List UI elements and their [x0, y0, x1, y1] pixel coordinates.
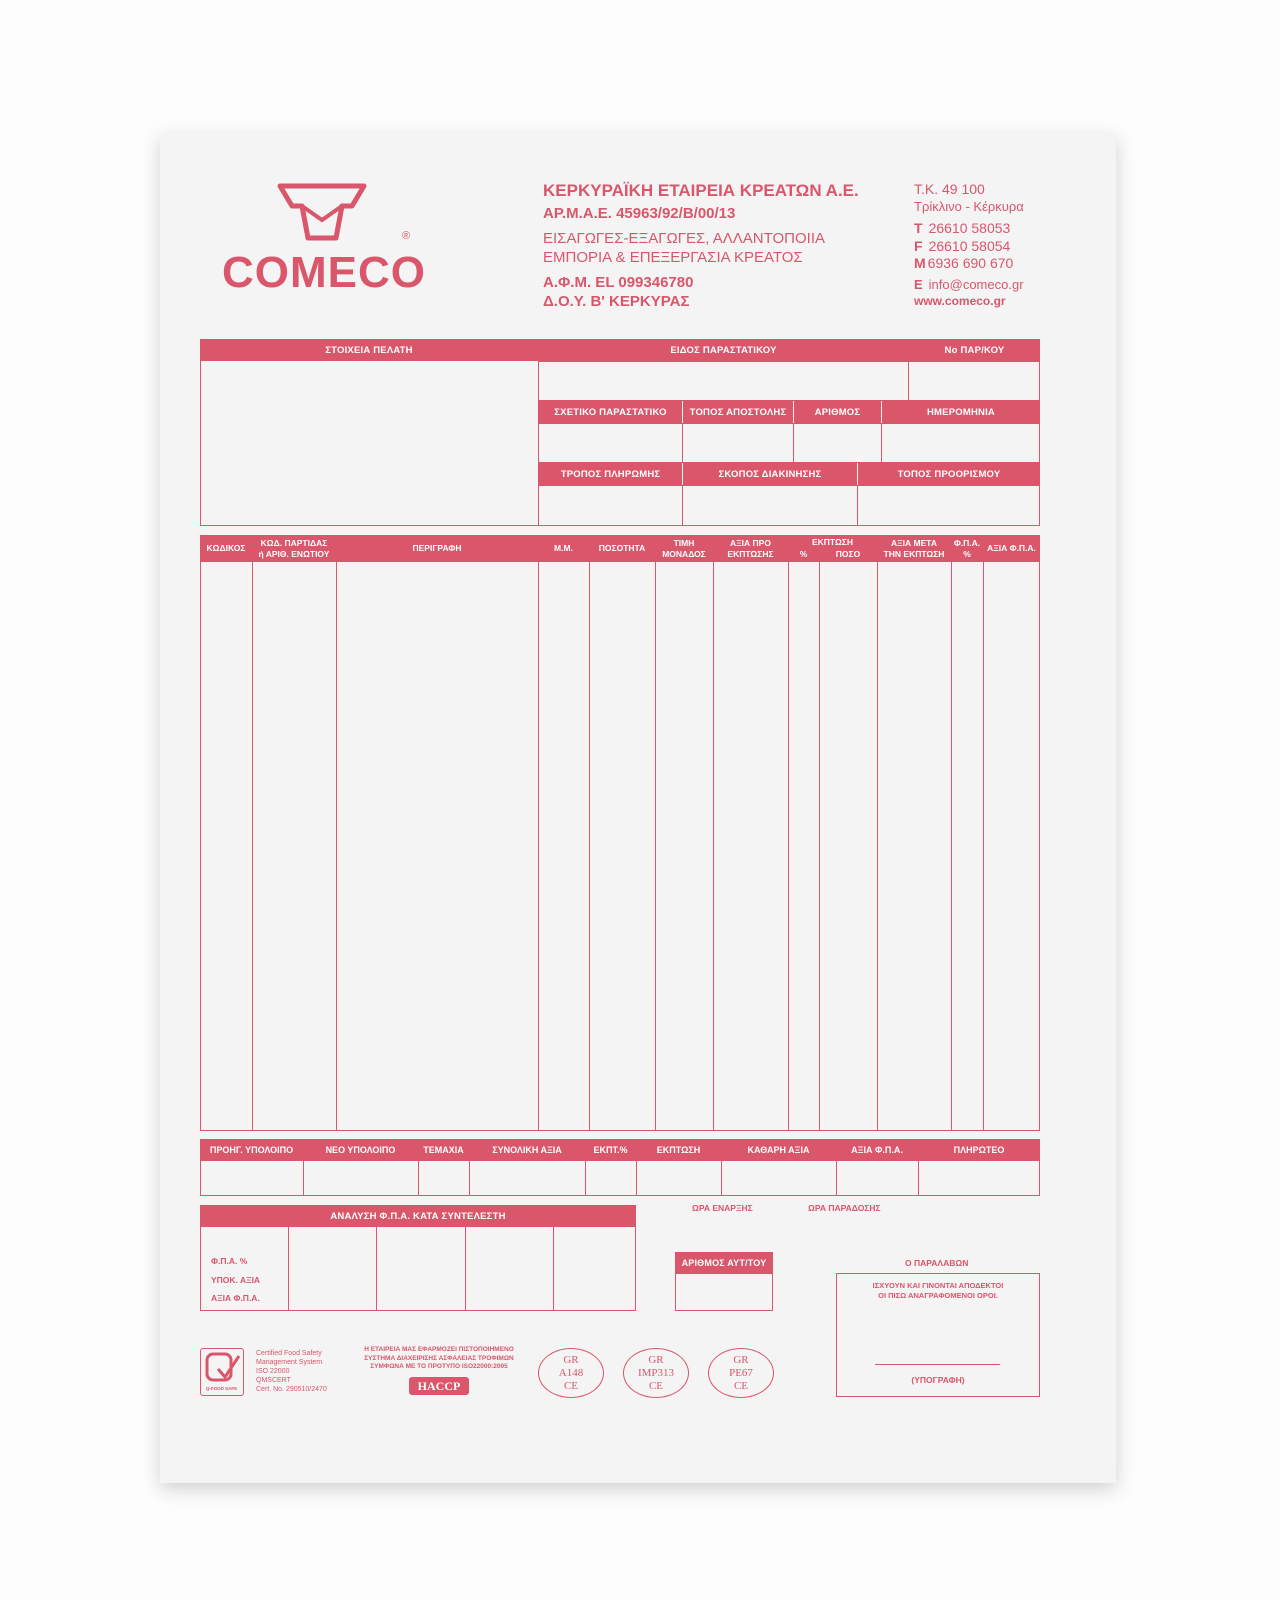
cert-text: Certified Food Safety Management System ISO 22000 QMSCERT Cert. No. 290510/2470: [256, 1350, 327, 1393]
vehicle-number-field[interactable]: [675, 1252, 773, 1311]
col-value-after-discount: ΑΞΙΑ ΜΕΤΑ ΤΗΝ ΕΚΠΤΩΣΗ: [883, 537, 945, 559]
bull-head-icon: [276, 182, 368, 244]
disc-pct-header: ΕΚΠΤ.%: [593, 1144, 628, 1155]
contact-email: E info@comeco.gr: [914, 277, 1024, 292]
company-activity-2: ΕΜΠΟΡΙΑ & ΕΠΕΞΕΡΓΑΣΙΑ ΚΡΕΑΤΟΣ: [543, 249, 803, 266]
receiver-title: Ο ΠΑΡΑΛΑΒΩΝ: [905, 1258, 969, 1268]
purpose-header: ΣΚΟΠΟΣ ΔΙΑΚΙΝΗΣΗΣ: [683, 463, 857, 485]
col-code: ΚΩΔΙΚΟΣ: [206, 543, 246, 553]
net-value-header: ΚΑΘΑΡΗ ΑΞΙΑ: [747, 1144, 810, 1155]
vehicle-number-header: ΑΡΙΘΜΟΣ ΑΥΤ/ΤΟΥ: [676, 1252, 772, 1274]
contact-web: www.comeco.gr: [914, 294, 1006, 308]
q-check-icon: [202, 1351, 242, 1385]
company-tax-office: Δ.Ο.Υ. Β' ΚΕΡΚΥΡΑΣ: [543, 293, 690, 310]
date-field[interactable]: [881, 423, 1040, 463]
signature-line[interactable]: [875, 1364, 1000, 1365]
vat-analysis-title: ΑΝΑΛΥΣΗ Φ.Π.Α. ΚΑΤΑ ΣΥΝΤΕΛΕΣΤΗ: [200, 1205, 636, 1227]
col-batch: ΚΩΔ. ΠΑΡΤΙΔΑΣ ή ΑΡΙΘ. ΕΝΩΤΙΟΥ: [258, 537, 330, 559]
registered-mark: ®: [402, 230, 411, 242]
pieces-header: ΤΕΜΑΧΙΑ: [423, 1144, 464, 1155]
signature-label: (ΥΠΟΓΡΑΦΗ): [911, 1375, 965, 1385]
vat-subtotal-row-label: ΥΠΟΚ. ΑΞΙΑ: [211, 1275, 261, 1285]
company-reg: ΑΡ.Μ.Α.Ε. 45963/92/Β/00/13: [543, 205, 736, 222]
number-field[interactable]: [793, 423, 882, 463]
logo-wordmark: COMECO: [222, 248, 426, 297]
related-doc-header: ΣΧΕΤΙΚΟ ΠΑΡΑΣΤΑΤΙΚΟ: [539, 401, 682, 423]
payment-field[interactable]: [538, 485, 683, 526]
discount-header: ΕΚΠΤΩΣΗ: [656, 1144, 701, 1155]
total-value-header: ΣΥΝΟΛΙΚΗ ΑΞΙΑ: [492, 1144, 562, 1155]
destination-field[interactable]: [857, 485, 1040, 526]
col-vat-value: ΑΞΙΑ Φ.Π.Α.: [987, 543, 1036, 553]
date-header: ΗΜΕΡΟΜΗΝΙΑ: [882, 401, 1040, 423]
haccp-badge: HACCP: [409, 1377, 469, 1395]
destination-header: ΤΟΠΟΣ ΠΡΟΟΡΙΣΜΟΥ: [858, 463, 1040, 485]
contact-mobile: M 6936 690 670: [914, 255, 1014, 271]
col-quantity: ΠΟΣΟΤΗΤΑ: [598, 543, 646, 553]
items-table: [200, 535, 1040, 1131]
start-time-label: ΩΡΑ ΕΝΑΡΞΗΣ: [692, 1203, 753, 1213]
company-activity-1: ΕΙΣΑΓΩΓΕΣ-ΕΞΑΓΩΓΕΣ, ΑΛΛΑΝΤΟΠΟΙΙΑ: [543, 230, 826, 247]
col-unit: Μ.Μ.: [554, 543, 573, 553]
dispatch-place-field[interactable]: [682, 423, 794, 463]
payment-header: ΤΡΟΠΟΣ ΠΛΗΡΩΜΗΣ: [539, 463, 682, 485]
doc-type-header: ΕΙΔΟΣ ΠΑΡΑΣΤΑΤΙΚΟΥ: [539, 339, 908, 361]
prev-balance-header: ΠΡΟΗΓ. ΥΠΟΛΟΙΠΟ: [209, 1144, 294, 1155]
seal-gr-imp313: GR IMP313 CE: [623, 1348, 689, 1398]
col-description: ΠΕΡΙΓΡΑΦΗ: [412, 543, 462, 553]
related-doc-field[interactable]: [538, 423, 683, 463]
q-food-safe-badge: Q-FOOD SAFE: [200, 1348, 244, 1396]
customer-header: ΣΤΟΙΧΕΙΑ ΠΕΛΑΤΗ: [200, 339, 538, 361]
seal-gr-a148: GR A148 CE: [538, 1348, 604, 1398]
col-discount: ΕΚΠΤΩΣΗ: [811, 536, 854, 547]
receiver-terms: ΙΣΧΥΟΥΝ ΚΑΙ ΓΙΝΟΝΤΑΙ ΑΠΟΔΕΚΤΟΙ ΟΙ ΠΙΣΩ ΑΝΑΓΡΑΦΟΜΕΝΟΙ ΟΡΟΙ.: [872, 1281, 1004, 1300]
delivery-time-label: ΩΡΑ ΠΑΡΑΔΟΣΗΣ: [808, 1203, 881, 1213]
col-value-before-discount: ΑΞΙΑ ΠΡΟ ΕΚΠΤΩΣΗΣ: [727, 537, 774, 559]
comeco-logo: [218, 178, 433, 298]
vat-pct-row-label: Φ.Π.Α. %: [211, 1256, 248, 1266]
dispatch-place-header: ΤΟΠΟΣ ΑΠΟΣΤΟΛΗΣ: [683, 401, 793, 423]
col-unit-price: ΤΙΜΗ ΜΟΝΑΔΟΣ: [662, 537, 706, 559]
col-discount-pct: %: [799, 548, 808, 559]
number-header: ΑΡΙΘΜΟΣ: [794, 401, 881, 423]
doc-number-field[interactable]: [908, 361, 1040, 401]
vat-value-header: ΑΞΙΑ Φ.Π.Α.: [851, 1144, 903, 1155]
purpose-field[interactable]: [682, 485, 858, 526]
col-discount-amount: ΠΟΣΟ: [835, 548, 861, 559]
company-vat: Α.Φ.Μ. EL 099346780: [543, 274, 694, 291]
payable-header: ΠΛΗΡΩΤΕΟ: [953, 1144, 1005, 1155]
vat-value-row-label: ΑΞΙΑ Φ.Π.Α.: [211, 1293, 260, 1303]
haccp-text: Η ΕΤΑΙΡΕΙΑ ΜΑΣ ΕΦΑΡΜΟΖΕΙ ΠΙΣΤΟΠΟΙΗΜΕΝΟ ΣΥΣΤΗΜΑ ΔΙΑΧΕΙΡΙΣΗΣ ΑΣΦΑΛΕΙΑΣ ΤΡΟΦΙΜΩΝ ΣΥΜΦΩΝΑ ΜΕ ΤΟ ΠΡΟΤΥΠΟ ISO22000:2005: [364, 1346, 514, 1370]
contact-fax: F 26610 58054: [914, 238, 1011, 254]
contact-postcode: Τ.Κ. 49 100: [914, 181, 985, 197]
contact-address: Τρίκλινο - Κέρκυρα: [914, 199, 1024, 214]
col-vat-pct: Φ.Π.Α. %: [953, 537, 981, 559]
invoice-sheet: [160, 133, 1116, 1483]
doc-number-header: Νο ΠΑΡ/ΚΟΥ: [909, 339, 1040, 361]
seal-gr-pe67: GR PE67 CE: [708, 1348, 774, 1398]
new-balance-header: ΝΕΟ ΥΠΟΛΟΙΠΟ: [325, 1144, 396, 1155]
company-name: ΚΕΡΚΥΡΑΪΚΗ ΕΤΑΙΡΕΙΑ ΚΡΕΑΤΩΝ Α.Ε.: [543, 181, 859, 200]
doc-type-field[interactable]: [538, 361, 909, 401]
contact-phone: T 26610 58053: [914, 220, 1011, 236]
